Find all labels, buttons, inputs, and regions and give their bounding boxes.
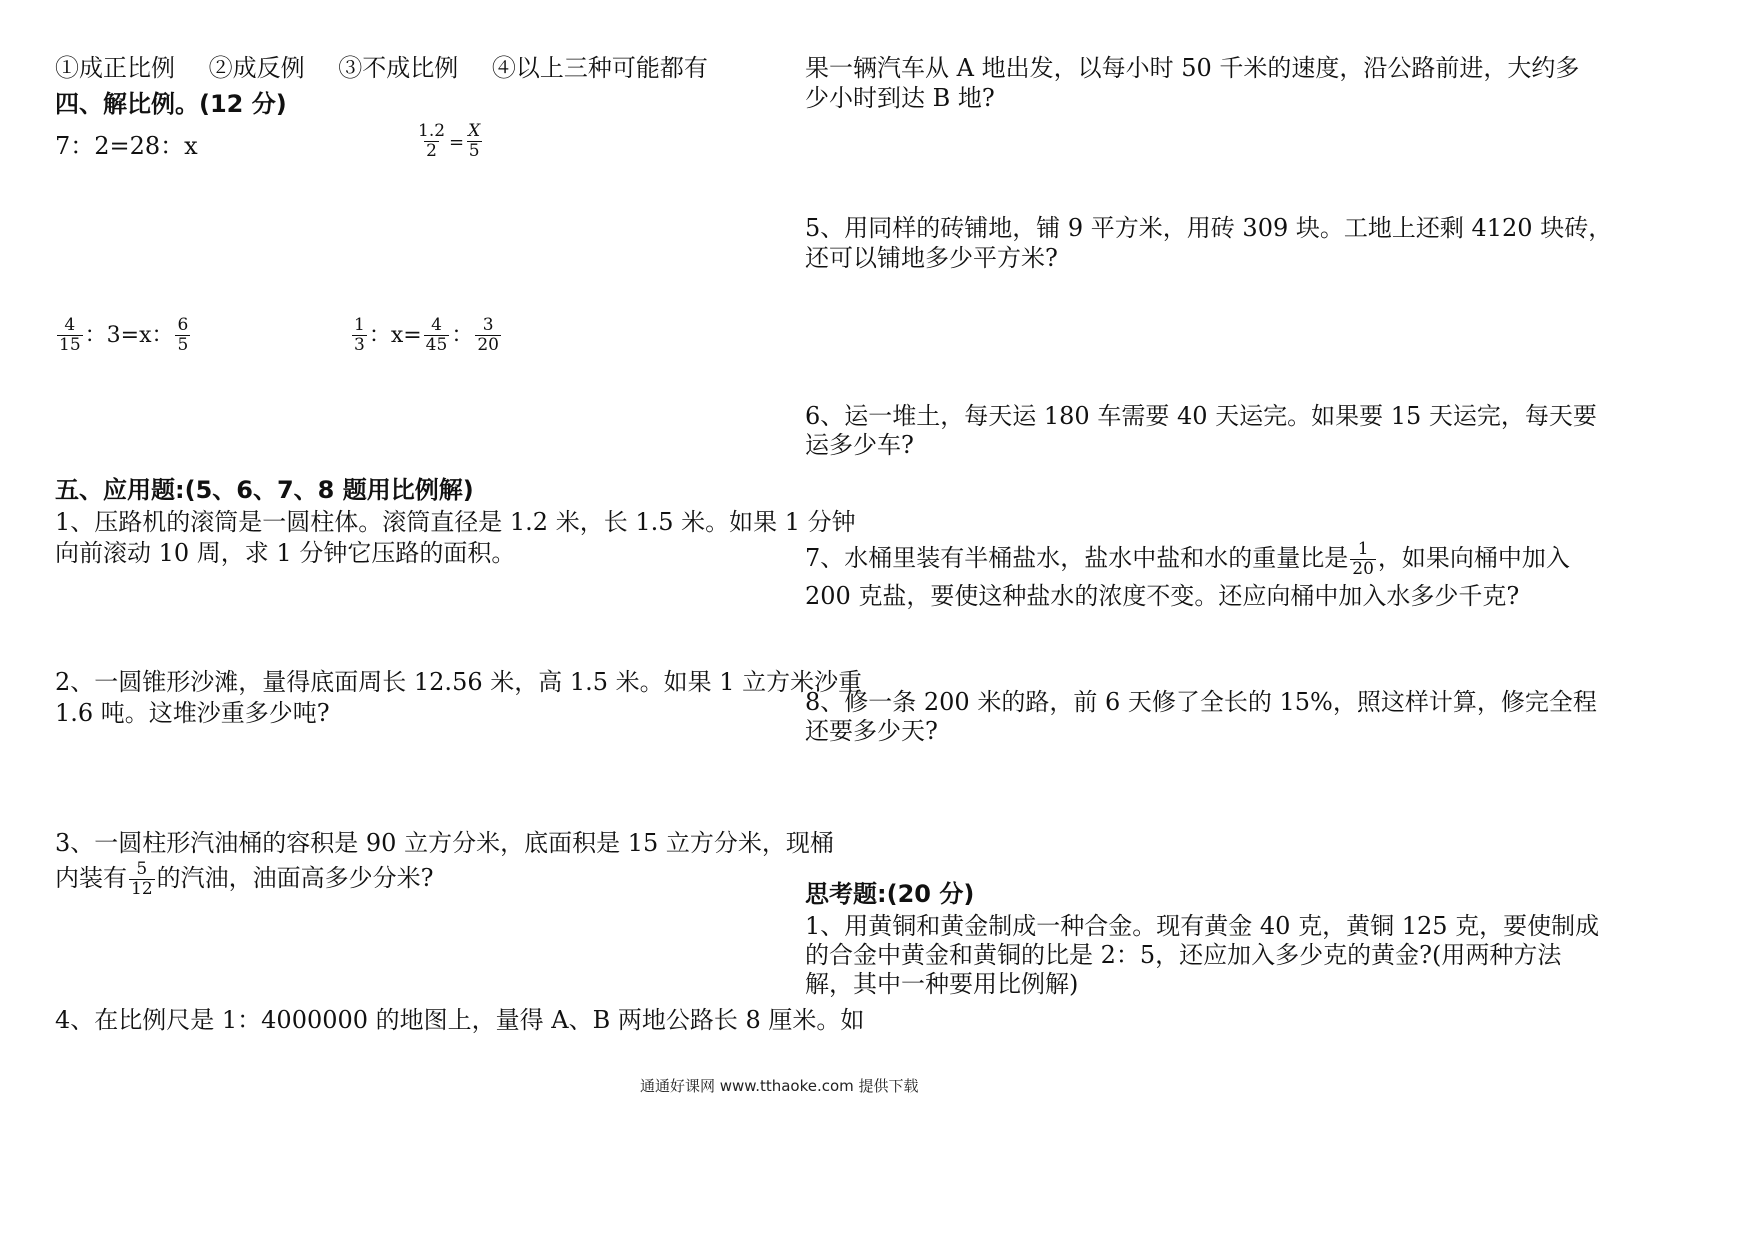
question-6-line-1: 6、运一堆土，每天运 180 车需要 40 天运完。如果要 15 天运完，每天要 bbox=[805, 402, 1597, 430]
fraction: $\frac{5}{12}$ bbox=[131, 859, 153, 899]
thinking-question-1-line-2: 的合金中黄金和黄铜的比是 2：5，还应加入多少克的黄金?(用两种方法 bbox=[805, 941, 1562, 969]
question-3-line-1: 3、一圆柱形汽油桶的容积是 90 立方分米，底面积是 15 立方分米，现桶 bbox=[55, 829, 834, 857]
question-2-line-1: 2、一圆锥形沙滩，量得底面周长 12.56 米，高 1.5 米。如果 1 立方米沙重 bbox=[55, 668, 863, 696]
question-8-line-2: 还要多少天? bbox=[805, 717, 938, 745]
fraction: $\frac{3}{20}$ bbox=[477, 315, 499, 355]
question-6-line-2: 运多少车? bbox=[805, 431, 914, 459]
question-2-line-2: 1.6 吨。这堆沙重多少吨? bbox=[55, 699, 330, 727]
option-2: ②成反例 bbox=[208, 54, 305, 82]
fraction: $\frac{4}{45}$ bbox=[425, 315, 448, 355]
question-4-continued-line-1: 果一辆汽车从 A 地出发，以每小时 50 千米的速度，沿公路前进，大约多 bbox=[805, 54, 1580, 82]
question-7-line-2: 200 克盐，要使这种盐水的浓度不变。还应向桶中加入水多少千克? bbox=[805, 582, 1520, 610]
question-5-line-2: 还可以铺地多少平方米? bbox=[805, 244, 1058, 272]
fraction: $\frac{6}{5}$ bbox=[177, 315, 189, 355]
fraction: $\frac{1.2}{2}$ bbox=[418, 121, 446, 161]
question-7-line-1: 7、水桶里装有半桶盐水，盐水中盐和水的重量比是 $\frac{1}{20}$ ，如果向桶中加入 bbox=[805, 539, 1570, 579]
equation-4: $\frac{1}{3}$ ：x= $\frac{4}{45}$ ： $\frac{3}{20}$ bbox=[354, 315, 499, 355]
question-1-line-1: 1、压路机的滚筒是一圆柱体。滚筒直径是 1.2 米，长 1.5 米。如果 1 分钟 bbox=[55, 508, 856, 536]
option-3: ③不成比例 bbox=[338, 54, 459, 82]
question-3-line-2: 内装有 $\frac{5}{12}$ 的汽油，油面高多少分米? bbox=[55, 859, 434, 899]
equation-3: $\frac{4}{15}$ ：3=x： $\frac{6}{5}$ bbox=[59, 315, 189, 355]
option-1: ①成正比例 bbox=[55, 54, 175, 82]
thinking-question-1-line-1: 1、用黄铜和黄金制成一种合金。现有黄金 40 克，黄铜 125 克，要使制成 bbox=[805, 912, 1600, 940]
question-8-line-1: 8、修一条 200 米的路，前 6 天修了全长的 15%，照这样计算，修完全程 bbox=[805, 688, 1597, 716]
fraction: $\frac{1}{3}$ bbox=[354, 315, 365, 355]
question-1-line-2: 向前滚动 10 周，求 1 分钟它压路的面积。 bbox=[55, 539, 516, 567]
fraction: $\frac{4}{15}$ bbox=[59, 315, 81, 355]
question-4-line-1: 4、在比例尺是 1：4000000 的地图上，量得 A、B 两地公路长 8 厘米。如 bbox=[55, 1006, 865, 1034]
fraction: $\frac{1}{20}$ bbox=[1352, 539, 1374, 579]
fraction: $\frac{X}{5}$ bbox=[468, 121, 481, 161]
page-footer: 通通好课网 www.tthaoke.com 提供下载 bbox=[640, 1077, 919, 1095]
equation-2: $\frac{1.2}{2}$ = $\frac{X}{5}$ bbox=[418, 121, 481, 161]
question-5-line-1: 5、用同样的砖铺地，铺 9 平方米，用砖 309 块。工地上还剩 4120 块砖， bbox=[805, 214, 1613, 242]
thinking-section-title: 思考题:(20 分) bbox=[805, 880, 975, 908]
equation-1: 7：2=28：x bbox=[55, 132, 198, 160]
section-5-title: 五、应用题:(5、6、7、8 题用比例解) bbox=[55, 476, 474, 504]
option-4: ④以上三种可能都有 bbox=[491, 54, 708, 82]
question-4-continued-line-2: 少小时到达 B 地? bbox=[805, 84, 995, 112]
options-line bbox=[55, 56, 708, 80]
section-4-title: 四、解比例。(12 分) bbox=[55, 90, 287, 118]
thinking-question-1-line-3: 解，其中一种要用比例解) bbox=[805, 970, 1079, 998]
